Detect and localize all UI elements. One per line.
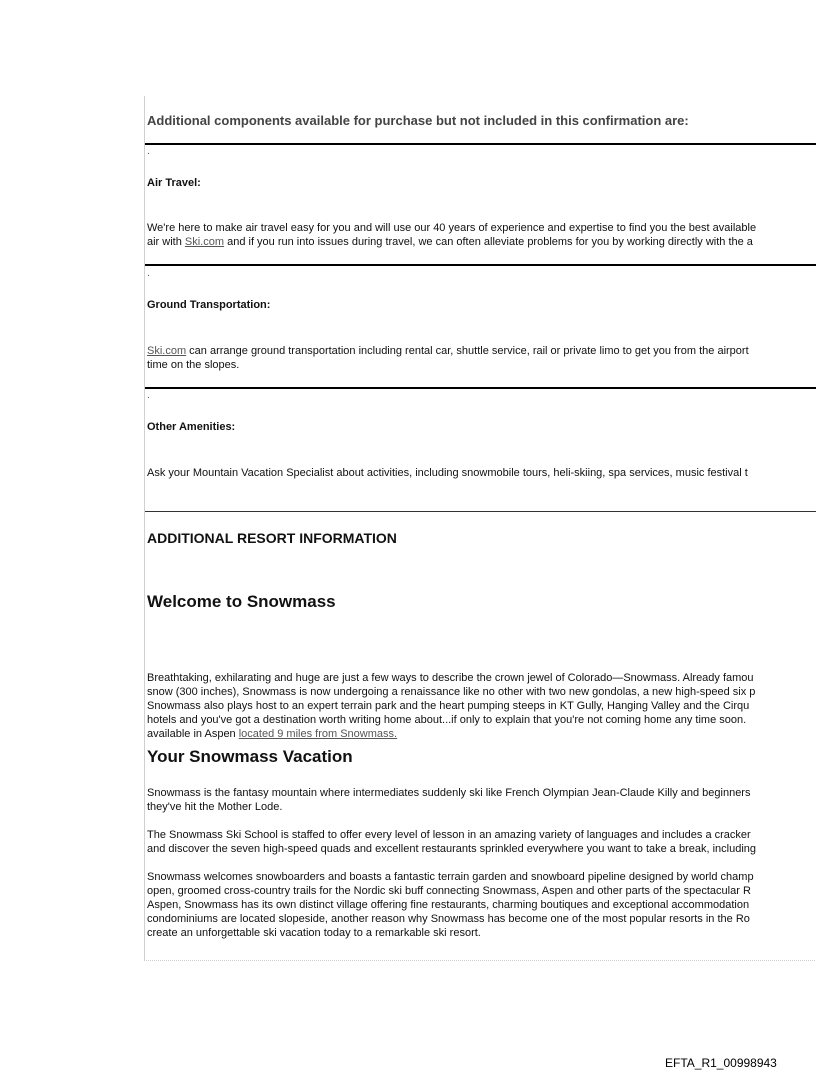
vacation-text-line: Snowmass welcomes snowboarders and boasts a fantastic terrain garden and snowboard pipeline designed by world champ <box>147 871 754 883</box>
other-amenities-title: Other Amenities: <box>147 421 236 433</box>
air-travel-text-line: air with Ski.com and if you run into issues during travel, we can often alleviate problems for you by working directly with the a <box>147 236 753 248</box>
email-body <box>144 96 816 961</box>
snowmass-distance-link[interactable]: located 9 miles from Snowmass. <box>238 728 398 740</box>
components-heading: Additional components available for purchase but not included in this confirmation are: <box>147 113 689 128</box>
vacation-text-line: condominiums are located slopeside, another reason why Snowmass has become one of the most popular resorts in the Ro <box>147 913 750 925</box>
welcome-text-line: available in Aspen located 9 miles from Snowmass. <box>147 728 398 740</box>
divider <box>145 264 816 266</box>
vacation-heading: Your Snowmass Vacation <box>147 747 353 766</box>
welcome-text-line: Snowmass also plays host to an expert terrain park and the heart pumping steeps in KT Gully, Hanging Valley and the Cirqu <box>147 700 750 712</box>
resort-info-heading: ADDITIONAL RESORT INFORMATION <box>147 530 397 546</box>
vacation-text-line: Aspen, Snowmass has its own distinct village offering fine restaurants, charming boutiques and exceptional accommodation <box>147 899 750 911</box>
spacer-dot: . <box>147 390 150 401</box>
vacation-text-line: and discover the seven high-speed quads and excellent restaurants sprinkled everywhere you want to take a break, including <box>147 843 757 855</box>
ground-transportation-text-line: time on the slopes. <box>147 359 240 371</box>
welcome-text-line: snow (300 inches), Snowmass is now undergoing a renaissance like no other with two new gondolas, a new high-speed six p <box>147 686 756 698</box>
divider <box>145 511 816 512</box>
ground-transportation-text-line: Ski.com can arrange ground transportation including rental car, shuttle service, rail or private limo to get you from the airport <box>147 345 749 357</box>
ground-transportation-title: Ground Transportation: <box>147 299 271 311</box>
vacation-text-line: Snowmass is the fantasy mountain where intermediates suddenly ski like French Olympian Jean-Claude Killy and beginners <box>147 787 751 799</box>
divider <box>145 143 816 145</box>
air-travel-text-line: We're here to make air travel easy for you and will use our 40 years of experience and expertise to find you the best available <box>147 222 757 234</box>
welcome-text-line: Breathtaking, exhilarating and huge are just a few ways to describe the crown jewel of Colorado—Snowmass. Already famou <box>147 672 754 684</box>
vacation-text-line: they've hit the Mother Lode. <box>147 801 283 813</box>
ski-com-link[interactable]: Ski.com <box>184 236 225 248</box>
vacation-text-line: create an unforgettable ski vacation today to a remarkable ski resort. <box>147 927 481 939</box>
welcome-heading: Welcome to Snowmass <box>147 592 336 611</box>
spacer-dot: . <box>147 146 150 157</box>
spacer-dot: . <box>147 268 150 279</box>
welcome-text-line: hotels and you've got a destination worth writing home about...if only to explain that you're not coming home any time soon. <box>147 714 747 726</box>
ski-com-link[interactable]: Ski.com <box>147 345 187 357</box>
other-amenities-text-line: Ask your Mountain Vacation Specialist about activities, including snowmobile tours, heli-skiing, spa services, music festival t <box>147 467 748 479</box>
document-id: EFTA_R1_00998943 <box>665 1056 777 1070</box>
vacation-text-line: open, groomed cross-country trails for the Nordic ski buff connecting Snowmass, Aspen and other parts of the spectacular R <box>147 885 751 897</box>
air-travel-title: Air Travel: <box>147 177 201 189</box>
vacation-text-line: The Snowmass Ski School is staffed to offer every level of lesson in an amazing variety of languages and includes a cracker <box>147 829 751 841</box>
divider <box>145 387 816 389</box>
